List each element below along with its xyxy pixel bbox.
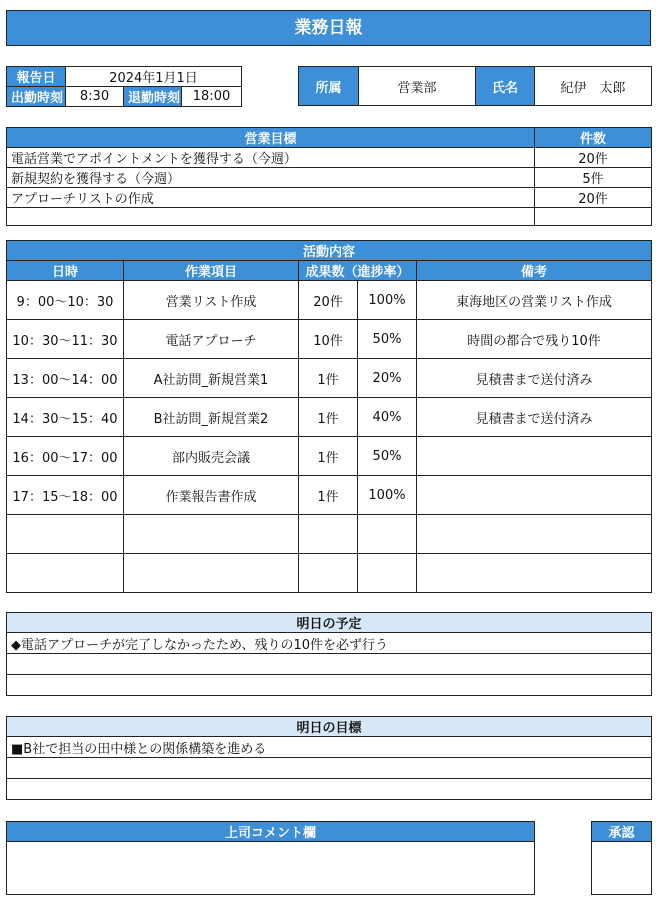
- report-date-value[interactable]: 2024年1月1日: [66, 67, 242, 87]
- activity-count[interactable]: 1件: [299, 437, 358, 476]
- activity-task[interactable]: 電話アプローチ: [124, 320, 299, 359]
- activity-count[interactable]: [299, 554, 358, 593]
- name-value[interactable]: 紀伊 太郎: [535, 67, 652, 106]
- task-col-header: 作業項目: [124, 261, 299, 281]
- approval-header: 承認: [592, 822, 652, 842]
- activity-note[interactable]: 見積書まで送付済み: [417, 359, 652, 398]
- activity-time[interactable]: 13：00〜14：00: [7, 359, 124, 398]
- tomorrow-plan-header: 明日の予定: [7, 613, 652, 633]
- activity-count[interactable]: 20件: [299, 281, 358, 320]
- tomorrow-goal-line[interactable]: ■B社で担当の田中様との関係構築を進める: [7, 737, 652, 758]
- goal-cell[interactable]: アプローチリストの作成: [7, 188, 535, 208]
- activity-note[interactable]: [417, 476, 652, 515]
- count-header: 件数: [535, 128, 652, 148]
- end-time-value[interactable]: 18:00: [182, 87, 242, 107]
- activity-rate[interactable]: 100%: [358, 281, 417, 320]
- goal-cell[interactable]: [7, 208, 535, 226]
- activity-count[interactable]: 1件: [299, 398, 358, 437]
- tomorrow-plan-line[interactable]: [7, 675, 652, 696]
- activity-count[interactable]: 1件: [299, 476, 358, 515]
- activity-time[interactable]: [7, 554, 124, 593]
- page-title: 業務日報: [6, 10, 651, 46]
- activity-rate[interactable]: 50%: [358, 320, 417, 359]
- tomorrow-goal-line[interactable]: [7, 779, 652, 800]
- activity-task[interactable]: 営業リスト作成: [124, 281, 299, 320]
- activity-time[interactable]: 14：30〜15：40: [7, 398, 124, 437]
- department-label: 所属: [299, 67, 359, 106]
- goal-cell[interactable]: 新規契約を獲得する（今週）: [7, 168, 535, 188]
- sales-goals-table: [6, 127, 652, 226]
- activity-rate[interactable]: [358, 554, 417, 593]
- tomorrow-plan-table: [6, 612, 652, 696]
- activity-task[interactable]: A社訪問_新規営業1: [124, 359, 299, 398]
- tomorrow-goal-table: [6, 716, 652, 800]
- activity-time[interactable]: 17：15〜18：00: [7, 476, 124, 515]
- activity-rate[interactable]: 20%: [358, 359, 417, 398]
- result-col-header: 成果数（進捗率）: [299, 261, 417, 281]
- activity-note[interactable]: [417, 515, 652, 554]
- activity-count[interactable]: 1件: [299, 359, 358, 398]
- goal-count-cell[interactable]: 5件: [535, 168, 652, 188]
- activity-time[interactable]: [7, 515, 124, 554]
- supervisor-comment-body[interactable]: [7, 842, 535, 895]
- department-value[interactable]: 営業部: [359, 67, 476, 106]
- activity-note[interactable]: 時間の都合で残り10件: [417, 320, 652, 359]
- activity-task[interactable]: [124, 515, 299, 554]
- start-time-label: 出勤時刻: [7, 87, 66, 107]
- activity-note[interactable]: [417, 437, 652, 476]
- activity-rate[interactable]: [358, 515, 417, 554]
- start-time-value[interactable]: 8:30: [66, 87, 124, 107]
- affiliation-table: [298, 66, 652, 106]
- note-col-header: 備考: [417, 261, 652, 281]
- goal-header: 営業目標: [7, 128, 535, 148]
- activity-task[interactable]: 作業報告書作成: [124, 476, 299, 515]
- tomorrow-goal-header: 明日の目標: [7, 717, 652, 737]
- activity-rate[interactable]: 50%: [358, 437, 417, 476]
- activities-header: 活動内容: [7, 241, 652, 261]
- activities-table: [6, 240, 652, 593]
- report-date-label: 報告日: [7, 67, 66, 87]
- goal-cell[interactable]: 電話営業でアポイントメントを獲得する（今週）: [7, 148, 535, 168]
- goal-count-cell[interactable]: [535, 208, 652, 226]
- name-label: 氏名: [476, 67, 535, 106]
- activity-count[interactable]: [299, 515, 358, 554]
- activity-task[interactable]: 部内販売会議: [124, 437, 299, 476]
- approval-stamp-area[interactable]: [592, 842, 652, 895]
- activity-time[interactable]: 10：30〜11：30: [7, 320, 124, 359]
- tomorrow-plan-line[interactable]: ◆電話アプローチが完了しなかったため、残りの10件を必ず行う: [7, 633, 652, 654]
- activity-count[interactable]: 10件: [299, 320, 358, 359]
- activity-note[interactable]: [417, 554, 652, 593]
- report-info-table: [6, 66, 242, 107]
- activity-time[interactable]: 16：00〜17：00: [7, 437, 124, 476]
- supervisor-comment-table: [6, 821, 535, 895]
- activity-time[interactable]: 9：00〜10：30: [7, 281, 124, 320]
- time-col-header: 日時: [7, 261, 124, 281]
- activity-note[interactable]: 見積書まで送付済み: [417, 398, 652, 437]
- activity-rate[interactable]: 100%: [358, 476, 417, 515]
- end-time-label: 退勤時刻: [124, 87, 182, 107]
- activity-rate[interactable]: 40%: [358, 398, 417, 437]
- activity-note[interactable]: 東海地区の営業リスト作成: [417, 281, 652, 320]
- approval-table: [591, 821, 652, 895]
- goal-count-cell[interactable]: 20件: [535, 188, 652, 208]
- supervisor-comment-header: 上司コメント欄: [7, 822, 535, 842]
- tomorrow-goal-line[interactable]: [7, 758, 652, 779]
- activity-task[interactable]: [124, 554, 299, 593]
- activity-task[interactable]: B社訪問_新規営業2: [124, 398, 299, 437]
- tomorrow-plan-line[interactable]: [7, 654, 652, 675]
- goal-count-cell[interactable]: 20件: [535, 148, 652, 168]
